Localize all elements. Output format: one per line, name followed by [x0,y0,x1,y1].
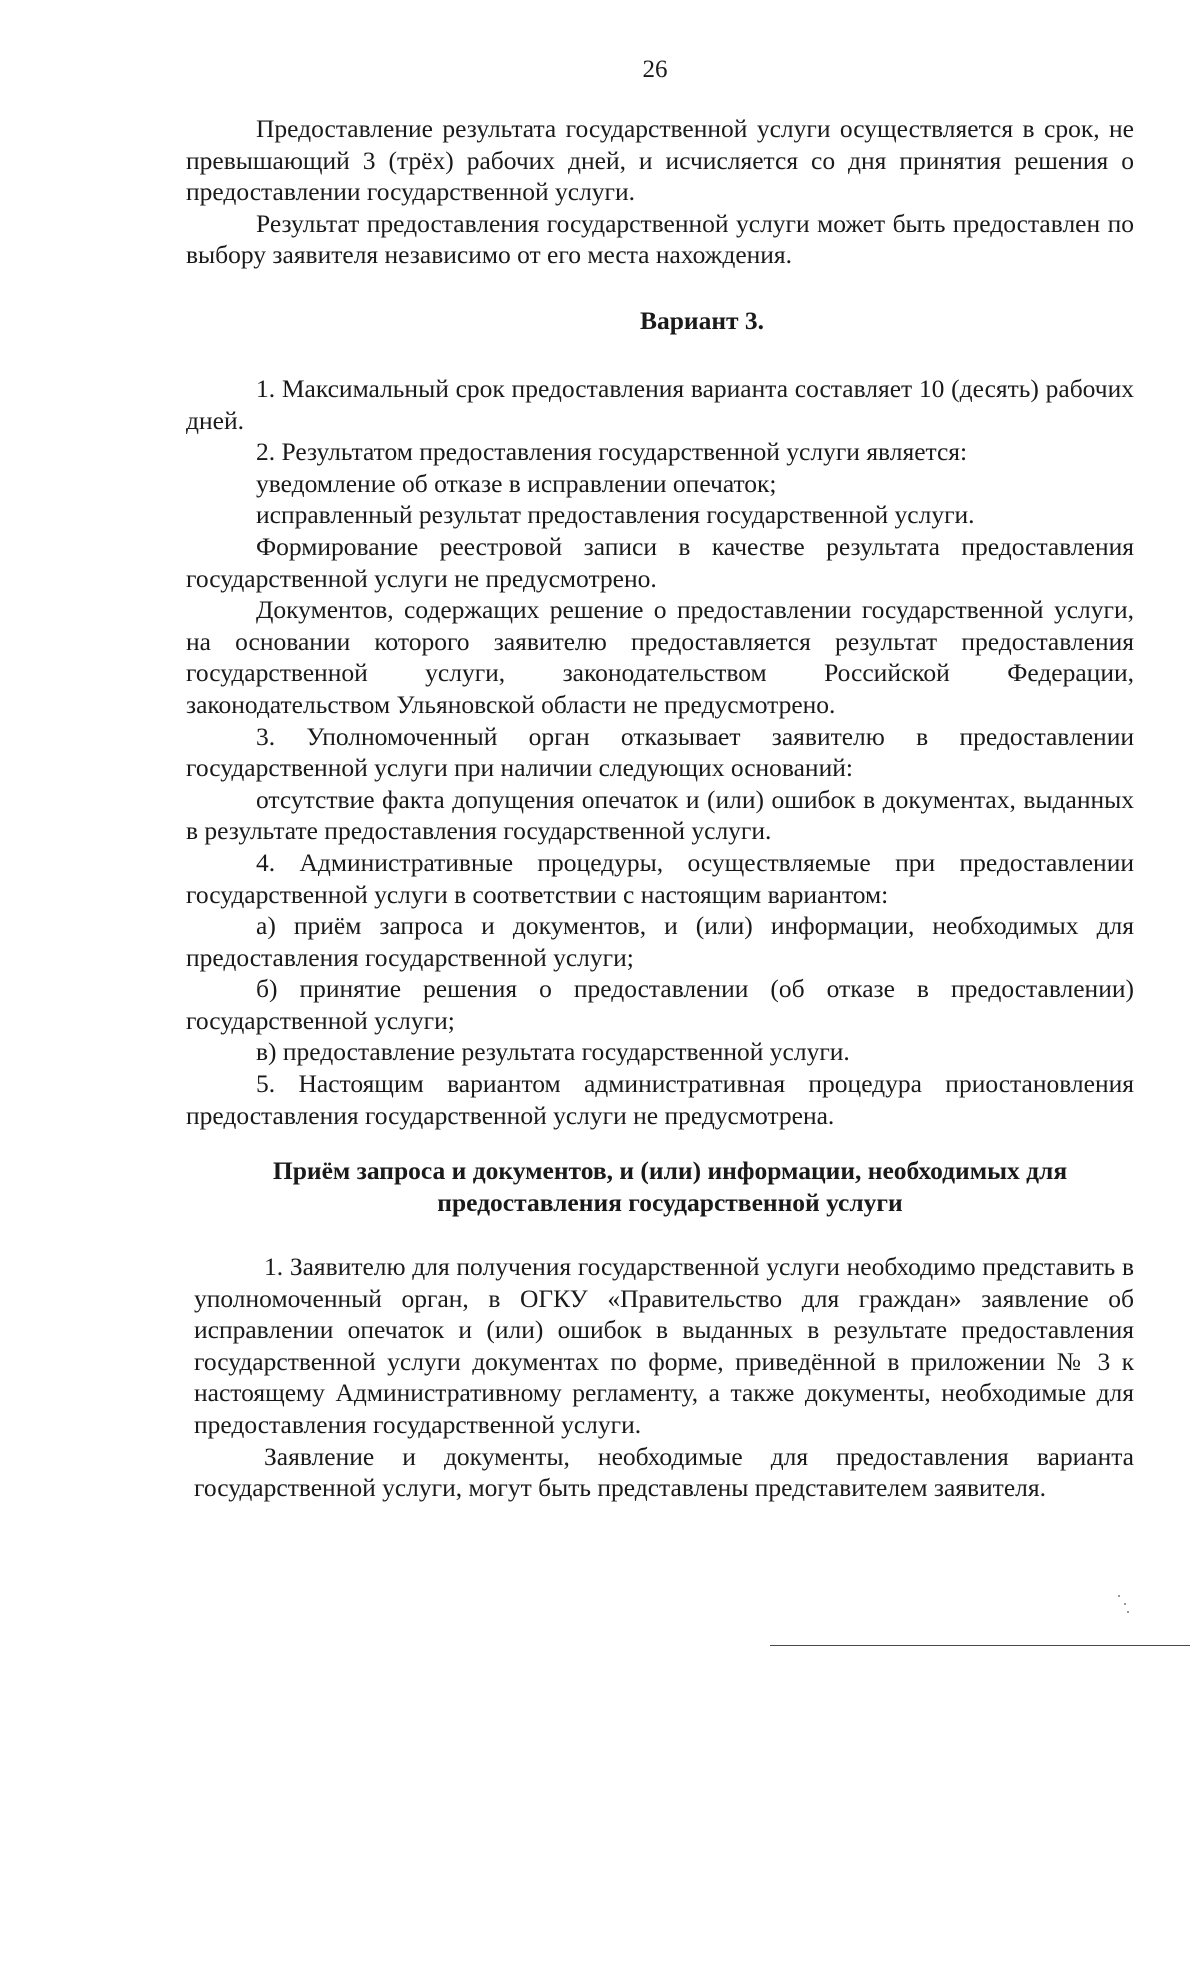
paragraph: уведомление об отказе в исправлении опечаток; [256,468,777,498]
variant-heading: Вариант 3. [639,306,765,335]
paragraph: 4. Административные процедуры, осуществляемые при предоставлении государственной услуги в соответствии с настоящим вариантом: [186,847,1134,909]
variant-block [186,373,1134,1131]
paragraph: Результат предоставления государственной услуги может быть предоставлен по выбору заявителя независимо от его места нахождения. [186,208,1134,270]
scan-artifact-dot [1127,1611,1129,1613]
paragraph: 2. Результатом предоставления государственной услуги является: [256,437,968,467]
paragraph: 1. Максимальный срок предоставления варианта составляет 10 (десять) рабочих дней. [186,374,1134,435]
intro-block [186,113,1134,271]
paragraph: отсутствие факта допущения опечаток и (или) ошибок в документах, выданных в результате предоставления государственной услуги. [186,784,1134,846]
paragraph: исправленный результат предоставления государственной услуги. [256,500,975,530]
paragraph: 1. Заявителю для получения государственной услуги необходимо представить в уполномоченный орган, в ОГКУ «Правительство для граждан» заявление об исправлении опечаток и (или) ошибок в выданных в результате предоставления государственной услуги документах по форме, приведённой в приложении № 3 к настоящему Административному регламенту, а также документы, необходимые для предоставления государственной услуги. [194,1252,1134,1439]
paragraph: 3. Уполномоченный орган отказывает заявителю в предоставлении государственной услуги при наличии следующих оснований: [186,721,1134,783]
paragraph: Заявление и документы, необходимые для предоставления варианта государственной услуги, могут быть представлены представителем заявителя. [194,1441,1134,1503]
scan-artifact-dot [1118,1595,1120,1597]
section-heading-line: предоставления государственной услуги [437,1187,903,1217]
scan-artifact-dot [1124,1603,1126,1605]
page-number: 26 [642,56,668,83]
paragraph: б) принятие решения о предоставлении (об отказе в предоставлении) государственной услуги; [186,974,1134,1035]
section-heading [200,1155,1140,1218]
paragraph: 5. Настоящим вариантом административная процедура приостановления предоставления государственной услуги не предусмотрена. [186,1069,1134,1130]
paragraph: Формирование реестровой записи в качестве результата предоставления государственной услуги не предусмотрено. [186,531,1134,593]
paragraph: Предоставление результата государственной услуги осуществляется в срок, не превышающий 3 (трёх) рабочих дней, и исчисляется со дня принятия решения о предоставлении государственной услуги. [186,114,1134,207]
section-heading-line: Приём запроса и документов, и (или) информации, необходимых для [272,1156,1068,1185]
paragraph: а) приём запроса и документов, и (или) информации, необходимых для предоставления государственной услуги; [186,911,1134,972]
scan-artifact-line [770,1645,1190,1646]
paragraph: в) предоставление результата государственной услуги. [256,1037,850,1067]
paragraph: Документов, содержащих решение о предоставлении государственной услуги, на основании которого заявителю предоставляется результат предоставления государственной услуги, законодательством Российской Федерации, законодательством Ульяновской области не предусмотрено. [186,595,1134,719]
section-block [194,1251,1134,1504]
